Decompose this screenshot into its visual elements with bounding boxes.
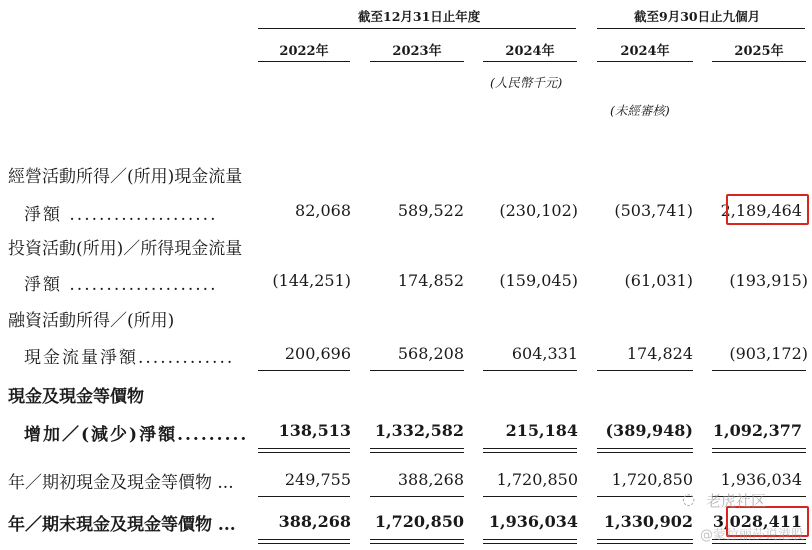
opening-rule-2022 bbox=[258, 496, 350, 497]
closing-rule-2024-9m-a bbox=[597, 539, 693, 540]
row-closing-2022: 388,268 bbox=[278, 512, 351, 531]
closing-rule-2024-a bbox=[483, 539, 577, 540]
net-change-rule-2024-9m-b bbox=[597, 452, 693, 453]
net-change-rule-2024-b bbox=[483, 452, 577, 453]
row-net-change-2022: 138,513 bbox=[278, 421, 351, 440]
financing-rule-2022 bbox=[258, 370, 350, 371]
year-rule-2024-9m bbox=[597, 61, 693, 62]
watermark-logo-icon: ◌ bbox=[682, 490, 696, 508]
row-operating-2025-9m: 2,189,464 bbox=[720, 201, 802, 220]
unaudited-note: (未經審核) bbox=[610, 103, 670, 118]
row-operating-2022: 82,068 bbox=[295, 201, 351, 220]
year-header-2023: 2023年 bbox=[392, 44, 442, 59]
year-rule-2024 bbox=[483, 61, 577, 62]
row-operating-2024: (230,102) bbox=[499, 201, 578, 220]
net-change-rule-2024-a bbox=[483, 448, 577, 449]
financing-rule-2025-9m bbox=[712, 370, 806, 371]
row-net-change-2023: 1,332,582 bbox=[374, 421, 464, 440]
closing-rule-2024-b bbox=[483, 543, 577, 544]
watermark-line2: @蒙拉丽莎说港股 bbox=[700, 528, 805, 543]
row-investing-label: 投資活動(所用)／所得現金流量 bbox=[8, 239, 243, 259]
year-header-2025-9m: 2025年 bbox=[734, 44, 784, 59]
row-closing-2025-9m: 3,028,411 bbox=[712, 512, 802, 531]
row-financing-2025-9m: (903,172) bbox=[729, 344, 808, 363]
header-group-rule-nine-months bbox=[597, 28, 805, 29]
row-net-change-2024: 215,184 bbox=[505, 421, 578, 440]
year-header-2024: 2024年 bbox=[505, 44, 555, 59]
net-change-rule-2022-a bbox=[258, 448, 350, 449]
year-header-2024-9m: 2024年 bbox=[620, 44, 670, 59]
net-change-rule-2024-9m-a bbox=[597, 448, 693, 449]
header-group-rule-full-year bbox=[258, 28, 576, 29]
net-change-rule-2023-a bbox=[370, 448, 464, 449]
row-financing-label-cont: 現金流量淨額............. bbox=[24, 348, 235, 368]
row-investing-2025-9m: (193,915) bbox=[729, 271, 808, 290]
row-opening-2023: 388,268 bbox=[397, 470, 464, 489]
row-closing-label: 年／期末現金及現金等價物 ... bbox=[8, 515, 236, 535]
row-operating-2023: 589,522 bbox=[397, 201, 464, 220]
financing-rule-2024-9m bbox=[597, 370, 693, 371]
row-investing-2022: (144,251) bbox=[272, 271, 351, 290]
row-closing-2024-9m: 1,330,902 bbox=[603, 512, 693, 531]
row-financing-2023: 568,208 bbox=[397, 344, 464, 363]
row-opening-2024: 1,720,850 bbox=[496, 470, 578, 489]
row-financing-2024: 604,331 bbox=[511, 344, 578, 363]
net-change-rule-2022-b bbox=[258, 452, 350, 453]
row-investing-label-cont: 淨額 .................... bbox=[24, 275, 218, 295]
row-net-change-2024-9m: (389,948) bbox=[605, 421, 693, 440]
closing-rule-2023-a bbox=[370, 539, 464, 540]
row-investing-2024-9m: (61,031) bbox=[624, 271, 693, 290]
row-opening-2025-9m: 1,936,034 bbox=[720, 470, 802, 489]
opening-rule-2023 bbox=[370, 496, 464, 497]
header-group-nine-months: 截至9月30日止九個月 bbox=[634, 9, 761, 24]
row-operating-label: 經營活動所得／(所用)現金流量 bbox=[8, 167, 243, 187]
row-net-change-label-cont: 增加／(減少)淨額......... bbox=[24, 425, 249, 445]
closing-rule-2023-b bbox=[370, 543, 464, 544]
closing-rule-2022-b bbox=[258, 543, 350, 544]
year-rule-2025-9m bbox=[712, 61, 806, 62]
row-operating-label-cont: 淨額 .................... bbox=[24, 205, 218, 225]
row-net-change-2025-9m: 1,092,377 bbox=[712, 421, 802, 440]
year-rule-2022 bbox=[258, 61, 350, 62]
row-net-change-label: 現金及現金等價物 bbox=[8, 387, 144, 407]
unit-note: (人民幣千元) bbox=[490, 75, 563, 90]
year-rule-2023 bbox=[370, 61, 464, 62]
highlight-box-operating-2025 bbox=[726, 194, 809, 225]
row-closing-2024: 1,936,034 bbox=[488, 512, 578, 531]
row-opening-2024-9m: 1,720,850 bbox=[611, 470, 693, 489]
row-investing-2023: 174,852 bbox=[397, 271, 464, 290]
row-financing-2022: 200,696 bbox=[284, 344, 351, 363]
closing-rule-2025-9m-b bbox=[712, 543, 806, 544]
closing-rule-2022-a bbox=[258, 539, 350, 540]
row-financing-2024-9m: 174,824 bbox=[626, 344, 693, 363]
net-change-rule-2025-9m-a bbox=[712, 448, 806, 449]
row-investing-2024: (159,045) bbox=[499, 271, 578, 290]
row-financing-label: 融資活動所得／(所用) bbox=[8, 311, 175, 331]
row-closing-2023: 1,720,850 bbox=[374, 512, 464, 531]
row-opening-label: 年／期初現金及現金等價物 ... bbox=[8, 473, 234, 493]
header-group-full-year: 截至12月31日止年度 bbox=[358, 9, 481, 24]
row-operating-2024-9m: (503,741) bbox=[614, 201, 693, 220]
watermark-line1: 老虎社区 bbox=[706, 492, 767, 510]
financing-rule-2024 bbox=[483, 370, 577, 371]
closing-rule-2024-9m-b bbox=[597, 543, 693, 544]
year-header-2022: 2022年 bbox=[279, 44, 329, 59]
opening-rule-2024-9m bbox=[597, 496, 693, 497]
row-opening-2022: 249,755 bbox=[284, 470, 351, 489]
opening-rule-2024 bbox=[483, 496, 577, 497]
net-change-rule-2025-9m-b bbox=[712, 452, 806, 453]
financing-rule-2023 bbox=[370, 370, 464, 371]
net-change-rule-2023-b bbox=[370, 452, 464, 453]
